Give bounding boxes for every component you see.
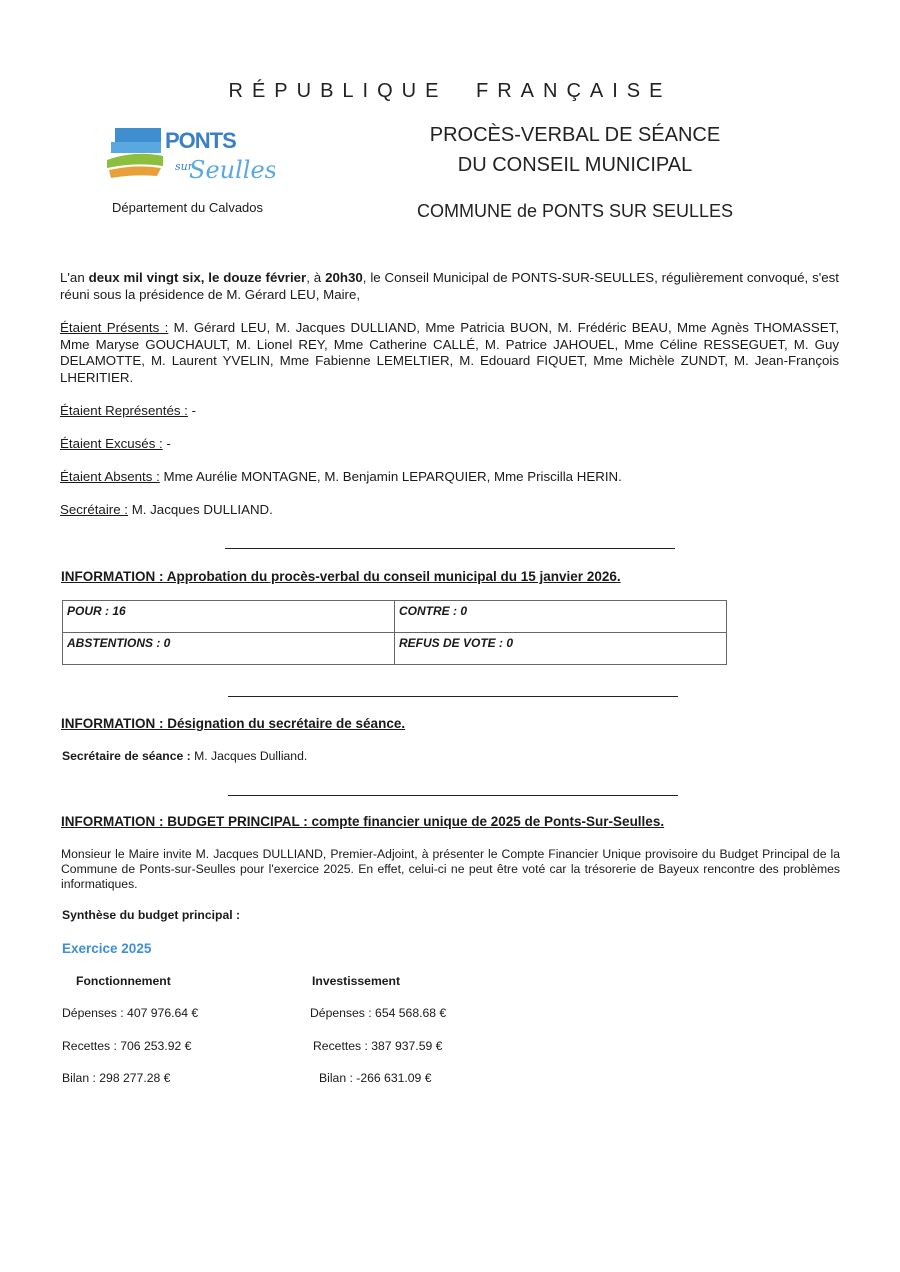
intro-paragraph: L'an deux mil vingt six, le douze février, à 20h30, le Conseil Municipal de PONTS-SUR-SEULLES, régulièrement convoqué, s'est réuni sous la présidence de M. Gérard LEU, Maire, (60, 270, 840, 302)
pv-title-line1: PROCÈS-VERBAL DE SÉANCE (429, 124, 721, 146)
svg-text:Seulles: Seulles (189, 156, 275, 184)
presents-paragraph: Étaient Présents : M. Gérard LEU, M. Jacques DULLIAND, Mme Patricia BUON, M. Frédéric BEAU, Mme Agnès THOMASSET, Mme Maryse GOUCHAULT, M. Lionel REY, Mme Catherine CALLÉ, M. Patrice JAHOUEL, Mme Céline RESSEGUET, M. Guy DELAMOTTE, M. Laurent YVELIN, Mme Fabienne LEMELTIER, M. Edouard FIQUET, Mme Michèle ZUNDT, M. Jean-François LHERITIER. (60, 320, 839, 385)
section-budget-heading: INFORMATION : BUDGET PRINCIPAL : compte financier unique de 2025 de Ponts-Sur-Seulles. (61, 814, 665, 829)
section-secretaire-heading: INFORMATION : Désignation du secrétaire de séance. (61, 716, 406, 731)
investissement-recettes: Recettes : 387 937.59 € (313, 1039, 443, 1053)
investissement-depenses: Dépenses : 654 568.68 € (310, 1006, 447, 1020)
secretaire-seance-line: Secrétaire de séance : M. Jacques Dulliand. (62, 749, 308, 763)
absents-line: Étaient Absents : Mme Aurélie MONTAGNE, M. Benjamin LEPARQUIER, Mme Priscilla HERIN. (60, 469, 622, 484)
synthese-label: Synthèse du budget principal : (62, 908, 241, 922)
secretaire-line: Secrétaire : M. Jacques DULLIAND. (60, 502, 273, 517)
fonctionnement-bilan: Bilan : 298 277.28 € (62, 1071, 171, 1085)
pv-title-line2: DU CONSEIL MUNICIPAL (457, 154, 693, 176)
svg-text:sur: sur (175, 160, 193, 173)
svg-text:PONTS: PONTS (165, 128, 236, 153)
section-approbation-heading: INFORMATION : Approbation du procès-verbal du conseil municipal du 15 janvier 2026. (61, 569, 621, 584)
department-label: Département du Calvados (111, 200, 264, 215)
commune-title: COMMUNE de PONTS SUR SEULLES (416, 201, 734, 221)
divider (225, 548, 675, 549)
divider (228, 696, 678, 697)
investissement-title: Investissement (312, 974, 401, 988)
divider (228, 795, 678, 796)
vote-table (62, 600, 727, 665)
vote-refus: REFUS DE VOTE : 0 (395, 633, 727, 665)
exercice-title: Exercice 2025 (62, 941, 152, 956)
vote-pour: POUR : 16 (63, 601, 395, 633)
fonctionnement-depenses: Dépenses : 407 976.64 € (62, 1006, 199, 1020)
excuses-line: Étaient Excusés : - (60, 436, 171, 451)
representes-line: Étaient Représentés : - (60, 403, 196, 418)
fonctionnement-recettes: Recettes : 706 253.92 € (62, 1039, 192, 1053)
vote-abstentions: ABSTENTIONS : 0 (63, 633, 395, 665)
commune-logo (105, 120, 275, 186)
vote-contre: CONTRE : 0 (395, 601, 727, 633)
budget-paragraph: Monsieur le Maire invite M. Jacques DULLIAND, Premier-Adjoint, à présenter le Compte Financier Unique provisoire du Budget Principal de la Commune de Ponts-sur-Seulles pour l'exercice 2025. En effet, celui-ci ne peut être voté car la trésorerie de Bayeux rencontre des problèmes informatiques. (61, 847, 840, 891)
republique-title: RÉPUBLIQUE FRANÇAISE (228, 80, 672, 102)
fonctionnement-title: Fonctionnement (76, 974, 171, 988)
investissement-bilan: Bilan : -266 631.09 € (319, 1071, 432, 1085)
